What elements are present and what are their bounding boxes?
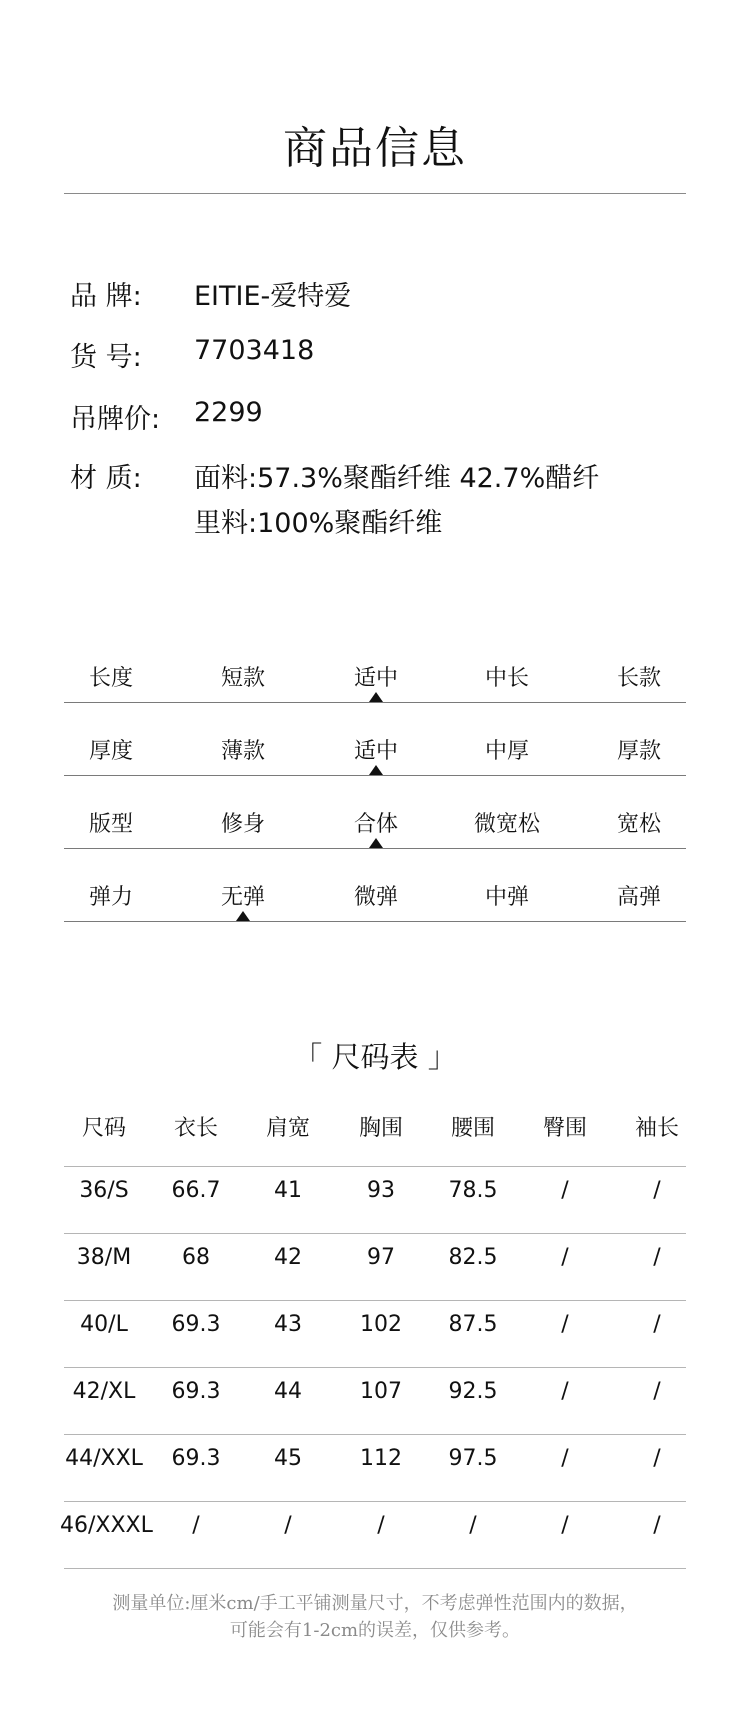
size-cell: 107 (360, 1379, 402, 1404)
size-cell: / (561, 1178, 569, 1203)
attribute-row-divider (64, 848, 686, 849)
size-cell: 69.3 (171, 1379, 221, 1404)
size-cell: 102 (360, 1312, 402, 1337)
attribute-option: 中弹 (484, 885, 529, 910)
attribute-option: 微弹 (353, 885, 398, 910)
attribute-label: 长度 (88, 666, 133, 691)
footnote-line-2: 可能会有1-2cm的误差，仅供参考。 (229, 1620, 521, 1641)
size-row-divider (64, 1166, 686, 1167)
size-cell: 46/XXXL (60, 1513, 153, 1538)
attribute-row (64, 804, 686, 877)
size-row-divider (64, 1434, 686, 1435)
size-cell: 68 (182, 1245, 210, 1270)
attribute-option: 长款 (616, 666, 661, 691)
attribute-row-divider (64, 702, 686, 703)
size-cell: 43 (274, 1312, 302, 1337)
size-cell: 92.5 (448, 1379, 498, 1404)
size-cell: 40/L (80, 1312, 128, 1337)
selected-marker-icon (369, 838, 383, 848)
attribute-option: 修身 (220, 812, 265, 837)
attribute-row (64, 877, 686, 950)
attribute-option: 宽松 (616, 812, 661, 837)
size-cell: / (561, 1312, 569, 1337)
size-cell: 93 (367, 1178, 395, 1203)
size-cell: 87.5 (448, 1312, 498, 1337)
material-label: 材 质: (70, 463, 142, 494)
size-cell: 82.5 (448, 1245, 498, 1270)
size-cell: / (284, 1513, 292, 1538)
size-cell: 112 (360, 1446, 402, 1471)
attribute-row-divider (64, 921, 686, 922)
size-header-cell: 腰围 (450, 1116, 495, 1141)
attribute-option: 厚款 (616, 739, 661, 764)
brand-label: 品 牌: (70, 281, 142, 312)
size-cell: / (377, 1513, 385, 1538)
size-cell: / (469, 1513, 477, 1538)
attribute-option: 微宽松 (473, 812, 540, 837)
attribute-option: 中厚 (484, 739, 529, 764)
size-row-divider (64, 1233, 686, 1234)
size-cell: / (561, 1446, 569, 1471)
material-line1: 面料:57.3%聚酯纤维 42.7%醋纤 (194, 463, 600, 494)
page-title: 商品信息 (283, 123, 467, 174)
attribute-row (64, 731, 686, 804)
size-cell: 97.5 (448, 1446, 498, 1471)
size-cell: / (653, 1513, 661, 1538)
title-divider (64, 193, 686, 194)
selected-marker-icon (369, 765, 383, 775)
attribute-label: 厚度 (88, 739, 133, 764)
size-header-cell: 衣长 (173, 1116, 218, 1141)
selected-marker-icon (369, 692, 383, 702)
material-line2: 里料:100%聚酯纤维 (194, 508, 443, 539)
size-header-cell: 臀围 (542, 1116, 587, 1141)
attribute-option: 高弹 (616, 885, 661, 910)
size-cell: / (653, 1312, 661, 1337)
size-header-cell: 胸围 (358, 1116, 403, 1141)
size-cell: 38/M (76, 1245, 132, 1270)
size-header-cell: 肩宽 (265, 1116, 310, 1141)
selected-marker-icon (236, 911, 250, 921)
brand-value: EITIE-爱特爱 (194, 281, 352, 312)
size-cell: / (653, 1178, 661, 1203)
size-row-divider (64, 1501, 686, 1502)
size-header-cell: 袖长 (634, 1116, 679, 1141)
size-cell: 69.3 (171, 1446, 221, 1471)
size-cell: 44/XXL (65, 1446, 143, 1471)
size-cell: / (653, 1379, 661, 1404)
footnote-line-1: 测量单位:厘米cm/手工平铺测量尺寸，不考虑弹性范围内的数据， (112, 1593, 638, 1614)
size-chart-title: 「 尺码表 」 (293, 1040, 457, 1074)
size-cell: / (561, 1513, 569, 1538)
size-cell: / (653, 1446, 661, 1471)
size-cell: 42 (274, 1245, 302, 1270)
attribute-option: 适中 (353, 666, 398, 691)
size-cell: / (653, 1245, 661, 1270)
size-cell: / (192, 1513, 200, 1538)
attribute-option: 适中 (353, 739, 398, 764)
attribute-label: 版型 (88, 812, 133, 837)
size-cell: 66.7 (171, 1178, 221, 1203)
price-label: 吊牌价: (70, 404, 161, 435)
attribute-option: 合体 (353, 812, 398, 837)
size-header-cell: 尺码 (81, 1116, 126, 1141)
size-cell: 78.5 (448, 1178, 498, 1203)
size-cell: 69.3 (171, 1312, 221, 1337)
measurement-footnote (0, 1590, 750, 1644)
attribute-option: 中长 (484, 666, 529, 691)
size-cell: / (561, 1245, 569, 1270)
attribute-option: 无弹 (220, 885, 265, 910)
size-row-divider (64, 1300, 686, 1301)
sku-value: 7703418 (194, 335, 315, 366)
attribute-option: 短款 (220, 666, 265, 691)
size-row-divider (64, 1568, 686, 1569)
size-cell: 44 (274, 1379, 302, 1404)
size-cell: 45 (274, 1446, 302, 1471)
size-cell: / (561, 1379, 569, 1404)
size-cell: 36/S (79, 1178, 129, 1203)
attribute-label: 弹力 (88, 885, 133, 910)
size-cell: 97 (367, 1245, 395, 1270)
size-row-divider (64, 1367, 686, 1368)
attribute-option: 薄款 (220, 739, 265, 764)
size-cell: 42/XL (72, 1379, 136, 1404)
sku-label: 货 号: (70, 342, 142, 373)
attribute-row (64, 658, 686, 731)
attribute-row-divider (64, 775, 686, 776)
price-value: 2299 (194, 397, 263, 428)
size-cell: 41 (274, 1178, 302, 1203)
